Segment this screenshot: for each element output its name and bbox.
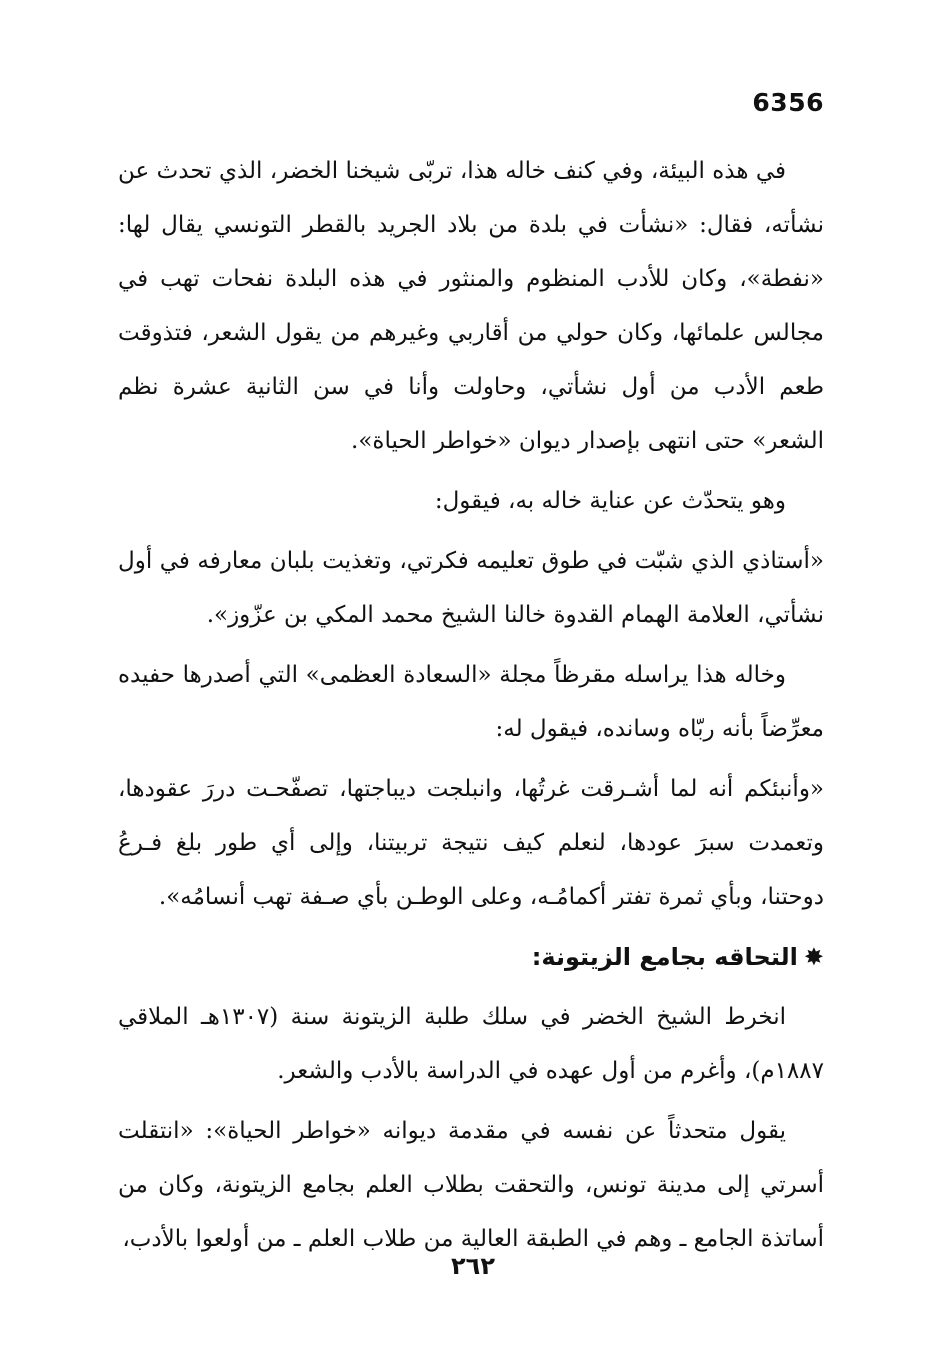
section-heading-text: التحاقه بجامع الزيتونة: xyxy=(531,943,798,971)
paragraph-uncle-care: وهو يتحدّث عن عناية خاله به، فيقول: xyxy=(434,488,786,514)
page-id: 6356 xyxy=(752,88,824,117)
paragraph-upbringing: في هذه البيئة، وفي كنف خاله هذا، تربّى شيخنا الخضر، الذي تحدث عن نشأته، فقال: «نشأت في بلدة من بلاد الجريد بالقطر التونسي يقال لها: «نفطة»، وكان للأدب المنظوم والمنثور في هذه البلدة نفحات تهب في مجالس علمائها، وكان حولي من أقاربي وغيرهم من يقول الشعر، فتذوقت طعم الأدب من أول نشأتي، وحاولت وأنا في سن الثانية عشرة نظم الشعر» حتى انتهى بإصدار ديوان «خواطر الحياة». xyxy=(118,158,824,454)
paragraph-diwan-quote: يقول متحدثاً عن نفسه في مقدمة ديوانه «خواطر الحياة»: «انتقلت أسرتي إلى مدينة تونس، والتحقت بطلاب العلم بجامع الزيتونة، وكان من أساتذة الجامع ـ وهم في الطبقة العالية من طلاب العلم ـ من أولعوا بالأدب، xyxy=(118,1118,824,1252)
body-text xyxy=(118,144,824,1272)
quote-magazine: «وأنبئكم أنه لما أشـرقت غرتُها، وانبلجت ديباجتها، تصفّحـت دررَ عقودها، وتعمدت سبرَ عودها، لنعلم كيف نتيجة تربيتنا، وإلى أي طور بلغ فـرعُ دوحتنا، وبأي ثمرة تفتر أكمامُـه، وعلى الوطـن بأي صـفة تهب أنسامُه». xyxy=(118,776,824,910)
star-icon: ✸ xyxy=(803,943,824,971)
paragraph-magazine: وخاله هذا يراسله مقرظاً مجلة «السعادة العظمى» التي أصدرها حفيده معرِّضاً بأنه ربّاه وسانده، فيقول له: xyxy=(118,662,824,742)
page-number: ٢٦٢ xyxy=(451,1252,495,1280)
quote-teacher: «أستاذي الذي شبّت في طوق تعليمه فكرتي، وتغذيت بلبان معارفه في أول نشأتي، العلامة الهمام القدوة خالنا الشيخ محمد المكي بن عزّوز». xyxy=(118,548,824,628)
section-heading xyxy=(118,930,824,984)
paragraph-enrollment: انخرط الشيخ الخضر في سلك طلبة الزيتونة سنة (١٣٠٧هـ الملاقي ١٨٨٧م)، وأغرم من أول عهده في الدراسة بالأدب والشعر. xyxy=(118,1004,824,1084)
